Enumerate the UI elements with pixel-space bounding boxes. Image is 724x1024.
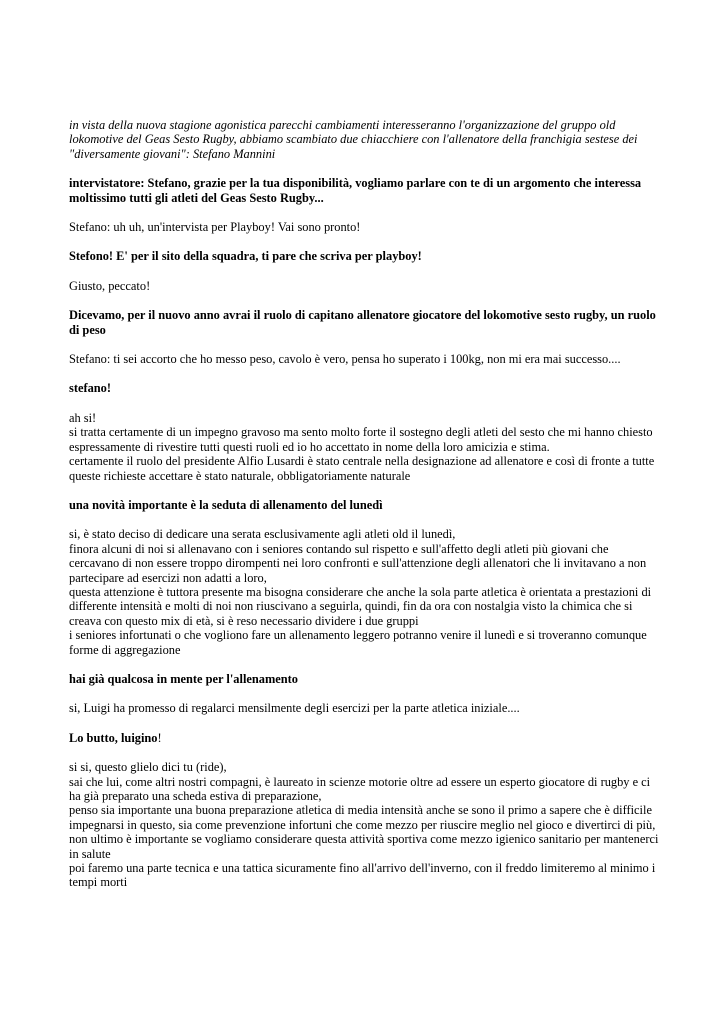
answer-7-line: poi faremo una parte tecnica e una tattica sicuramente fino all'arrivo dell'inverno, con il freddo limiteremo al minimo i tempi morti (69, 861, 656, 890)
answer-5-line: si, è stato deciso di dedicare una serata esclusivamente agli atleti old il lunedì, (69, 527, 456, 542)
answer-6: si, Luigi ha promesso di regalarci mensilmente degli esercizi per la parte atletica iniziale.... (69, 701, 520, 716)
answer-4-line: certamente il ruolo del presidente Alfio Lusardi è stato centrale nella designazione ad allenatore e così di fronte a tutte queste richieste accettare è stato naturale, obbligatoriamente naturale (69, 454, 655, 483)
question-3: Dicevamo, per il nuovo anno avrai il ruolo di capitano allenatore giocatore del lokomotive sesto rugby, un ruolo di peso (69, 308, 656, 337)
answer-2: Giusto, peccato! (69, 278, 151, 293)
intro-paragraph: in vista della nuova stagione agonistica parecchi cambiamenti interesseranno l'organizzazione del gruppo old lokomotive del Geas Sesto Rugby, abbiamo scambiato due chiacchiere con l'allenatore della franchigia sestese dei "diversamente giovani": Stefano Mannini (69, 118, 638, 161)
answer-5-line: finora alcuni di noi si allenavano con i seniores contando sul rispetto e sull'affetto degli atleti più giovani che cercavano di non essere troppo dirompenti nei loro confronti e sull'attenzione degli allenatori che li invitavano a non partecipare ad esercizi non adatti a loro, (69, 541, 647, 585)
answer-7 (69, 760, 659, 890)
question-4: stefano! (69, 381, 111, 396)
answer-5-line: questa attenzione è tuttora presente ma bisogna considerare che anche la sola parte atletica è orientata a prestazioni di differente intensità e molti di noi non riuscivano a seguirla, quindi, fin da ora con nostalgia visto la chimica che si creava con questo mix di età, si è reso necessario dividere i due gruppi (69, 584, 652, 628)
question-1: intervistatore: Stefano, grazie per la tua disponibilità, vogliamo parlare con te di un argomento che interessa moltissimo tutti gli atleti del Geas Sesto Rugby... (69, 176, 642, 205)
question-7-text: Lo butto, luigino (69, 730, 158, 745)
answer-1: Stefano: uh uh, un'intervista per Playboy! Vai sono pronto! (69, 220, 361, 235)
question-6: hai già qualcosa in mente per l'allenamento (69, 671, 299, 686)
interview-page (69, 118, 659, 905)
answer-4 (69, 411, 659, 483)
answer-7-line: sai che lui, come altri nostri compagni, è laureato in scienze motorie oltre ad essere un esperto giocatore di rugby e ci ha già preparato una scheda estiva di preparazione, (69, 774, 651, 803)
answer-3: Stefano: ti sei accorto che ho messo peso, cavolo è vero, pensa ho superato i 100kg, non mi era mai successo.... (69, 352, 621, 367)
answer-5-line: i seniores infortunati o che vogliono fare un allenamento leggero potranno venire il lunedì e si troveranno comunque forme di aggregazione (69, 628, 647, 657)
answer-4-line: ah si! (69, 410, 97, 425)
question-5: una novità importante è la seduta di allenamento del lunedì (69, 497, 383, 512)
answer-5 (69, 527, 659, 657)
question-2: Stefono! E' per il sito della squadra, ti pare che scriva per playboy! (69, 249, 422, 264)
answer-4-line: si tratta certamente di un impegno gravoso ma sento molto forte il sostegno degli atleti del sesto che mi hanno chiesto espressamente di rivestire tutti questi ruoli ed io ho accettato in nome della loro amicizia e stima. (69, 425, 653, 454)
question-7 (69, 731, 659, 745)
question-7-exclamation: ! (157, 730, 162, 745)
answer-7-line: si si, questo glielo dici tu (ride), (69, 760, 227, 775)
answer-7-line: penso sia importante una buona preparazione atletica di media intensità anche se sono il primo a sapere che è difficile impegnarsi in questo, sia come prevenzione infortuni che come mezzo per riuscire meglio nel gioco e divertirci di più, non ultimo è importante se vogliamo considerare questa attività sportiva come mezzo igienico sanitario per mantenerci in salute (69, 803, 659, 861)
